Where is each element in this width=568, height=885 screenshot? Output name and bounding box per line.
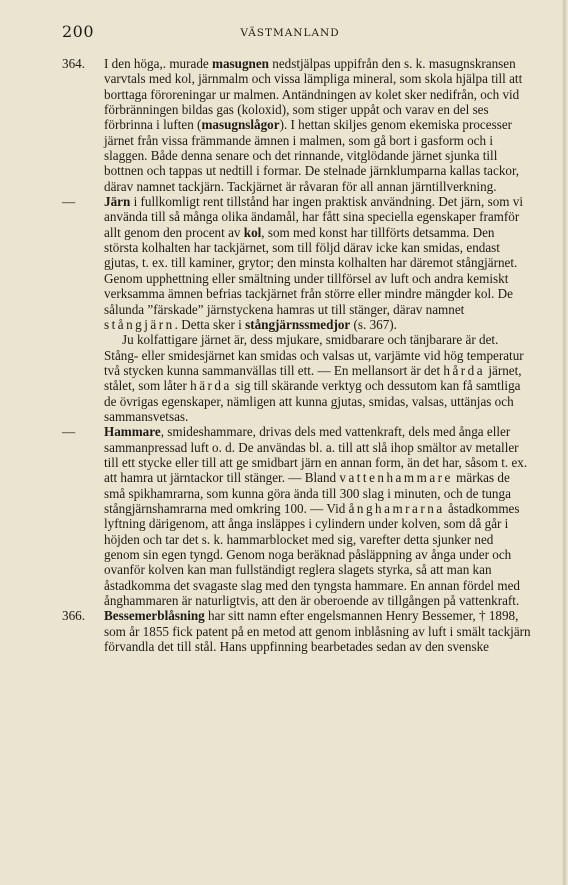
text-run: ). I hettan skiljes genom ekemiska processer järnet från vissa främmande ämnen i malmen, som gå bort i gasform och i slaggen. Både denna senare och det rinnande, vitglödande järnet sjunka till bottnen och tappas ut nedtill i formar. De stelnade järnklumparna kallas tackor, därav namnet tackjärn. Tackjärnet är råvaran för all annan järntillverkning.	[104, 117, 520, 194]
text-run: nedstjälpas uppifrån den s. k. masugnskransen varvtals med kol, järnmalm och vissa lämpliga mineral, som skola hjälpa till att borttaga föroreningar ur malmen. Antändningen av kolet sker nedifrån, och vid förbränningen bildas gas (koloxid), som stiger uppåt och varav en del ses förbrinna i luften (	[104, 56, 523, 133]
text-run: Ju kolfattigare järnet är, dess mjukare, smidbarare och tänjbarare är det. Stång- eller smidesjärnet kan smidas och valsas ut, varjämte vid hög temperatur två stycken kunna sammanvällas till ett. — En mellansort är det	[104, 332, 524, 378]
spaced-term: härda	[190, 378, 232, 394]
running-head: VÄSTMANLAND	[240, 27, 340, 39]
entry-text	[104, 56, 532, 194]
bold-term: stångjärnssmedjor	[245, 316, 351, 332]
text-run: åstadkommes lyftning därigenom, att ånga insläppes i cylindern under kolven, som då går i höjden och tar det s. k. hammarblocket med sig, varefter detta sjunker ned genom sin egen tyngd. Genom noga beräknad påsläppning av ånga under och ovanför kolven kan man fullständigt reglera slagets styrka, så att man kan åstadkomma det svagaste slag med den tyngsta hammare. En annan fördel med ånghammaren är naturligtvis, att den är oberoende av tillgången på vattenkraft.	[104, 500, 520, 609]
spaced-term: stångjärn	[104, 316, 175, 332]
bold-term: masugnen	[212, 56, 269, 71]
entry-text	[104, 608, 532, 654]
entry-paragraph	[104, 332, 532, 424]
entry-hammare	[62, 424, 532, 608]
entry-jarn	[62, 194, 532, 424]
entry-text	[104, 424, 532, 608]
text-run: , smideshammare, drivas dels med vattenkraft, dels med ånga eller sammanpressad luft o. d. De användas bl. a. till att slå ihop smältor av metaller till ett stycke eller till att ge smidbart järn en annan form, än det har, såsom t. ex. att hamra ut järntackor till stänger. — Bland	[104, 424, 528, 486]
bold-term: Bessemerblåsning	[104, 608, 205, 624]
text-run: (s. 367).	[350, 316, 397, 332]
entry-number: 364.	[62, 56, 85, 71]
entry-366	[62, 608, 532, 654]
spaced-term: hårda	[443, 362, 486, 378]
text-run: järnet, stålet, som låter	[104, 362, 522, 394]
text-run: har sitt namn efter engelsmannen Henry Bessemer, † 1898, som år 1855 fick patent på en metod att genom inblåsning av luft i smält tackjärn förvandla det till stål. Hans uppfinning bearbetades sedan av den svenske	[104, 608, 531, 655]
text-run: , som med konst har tillförts detsamma. Den största kolhalten har tackjärnet, som till följd därav icke kan smidas, endast gjutas, t. ex. till kaminer, grytor; den minsta kolhalten har däremot stångjärnet. Genom upphettning eller smältning under tillförsel av luft och andra kemiskt verksamma ämnen befrias tackjärnet från större eller mindre mängder kol. De sålunda ”färskade” järnstyckena hamras ut till stänger, därav namnet	[104, 224, 518, 317]
entry-dash: —	[62, 194, 76, 210]
text-run: märkas de små spikhamrarna, som kunna göra ända till 300 slag i minuten, och de tunga stångjärnshamrarna med omkring 100. — Vid	[104, 470, 511, 516]
spaced-term: ånghamrarna	[348, 500, 445, 516]
bold-term: masugnslågor	[201, 117, 280, 133]
bold-term: Järn	[104, 194, 131, 210]
page-number: 200	[62, 22, 95, 41]
entry-number: 366.	[62, 608, 85, 624]
text-run: I den höga,. murade	[104, 56, 213, 71]
entry-364	[62, 56, 532, 194]
text-run: . Detta sker i	[174, 316, 246, 332]
bold-term: Hammare	[104, 424, 161, 440]
text-run: i fullkomligt rent tillstånd har ingen praktisk användning. Det järn, som vi använda till så många olika ändamål, har fått sina speciella egenskaper framför allt genom den procent av	[104, 194, 523, 240]
entry-dash: —	[62, 424, 76, 440]
spaced-term: vattenhammare	[339, 470, 453, 486]
page-header	[62, 22, 518, 44]
entry-text	[104, 194, 532, 332]
text-run: sig till skärande verktyg och dessutom kan få samtliga de övrigas egenskaper, nämligen att kunna gjutas, smidas, valsas, uttänjas och sammansvetsas.	[104, 378, 521, 424]
bold-term: kol	[243, 224, 262, 240]
page-body	[62, 56, 532, 654]
page-edge	[562, 0, 568, 885]
